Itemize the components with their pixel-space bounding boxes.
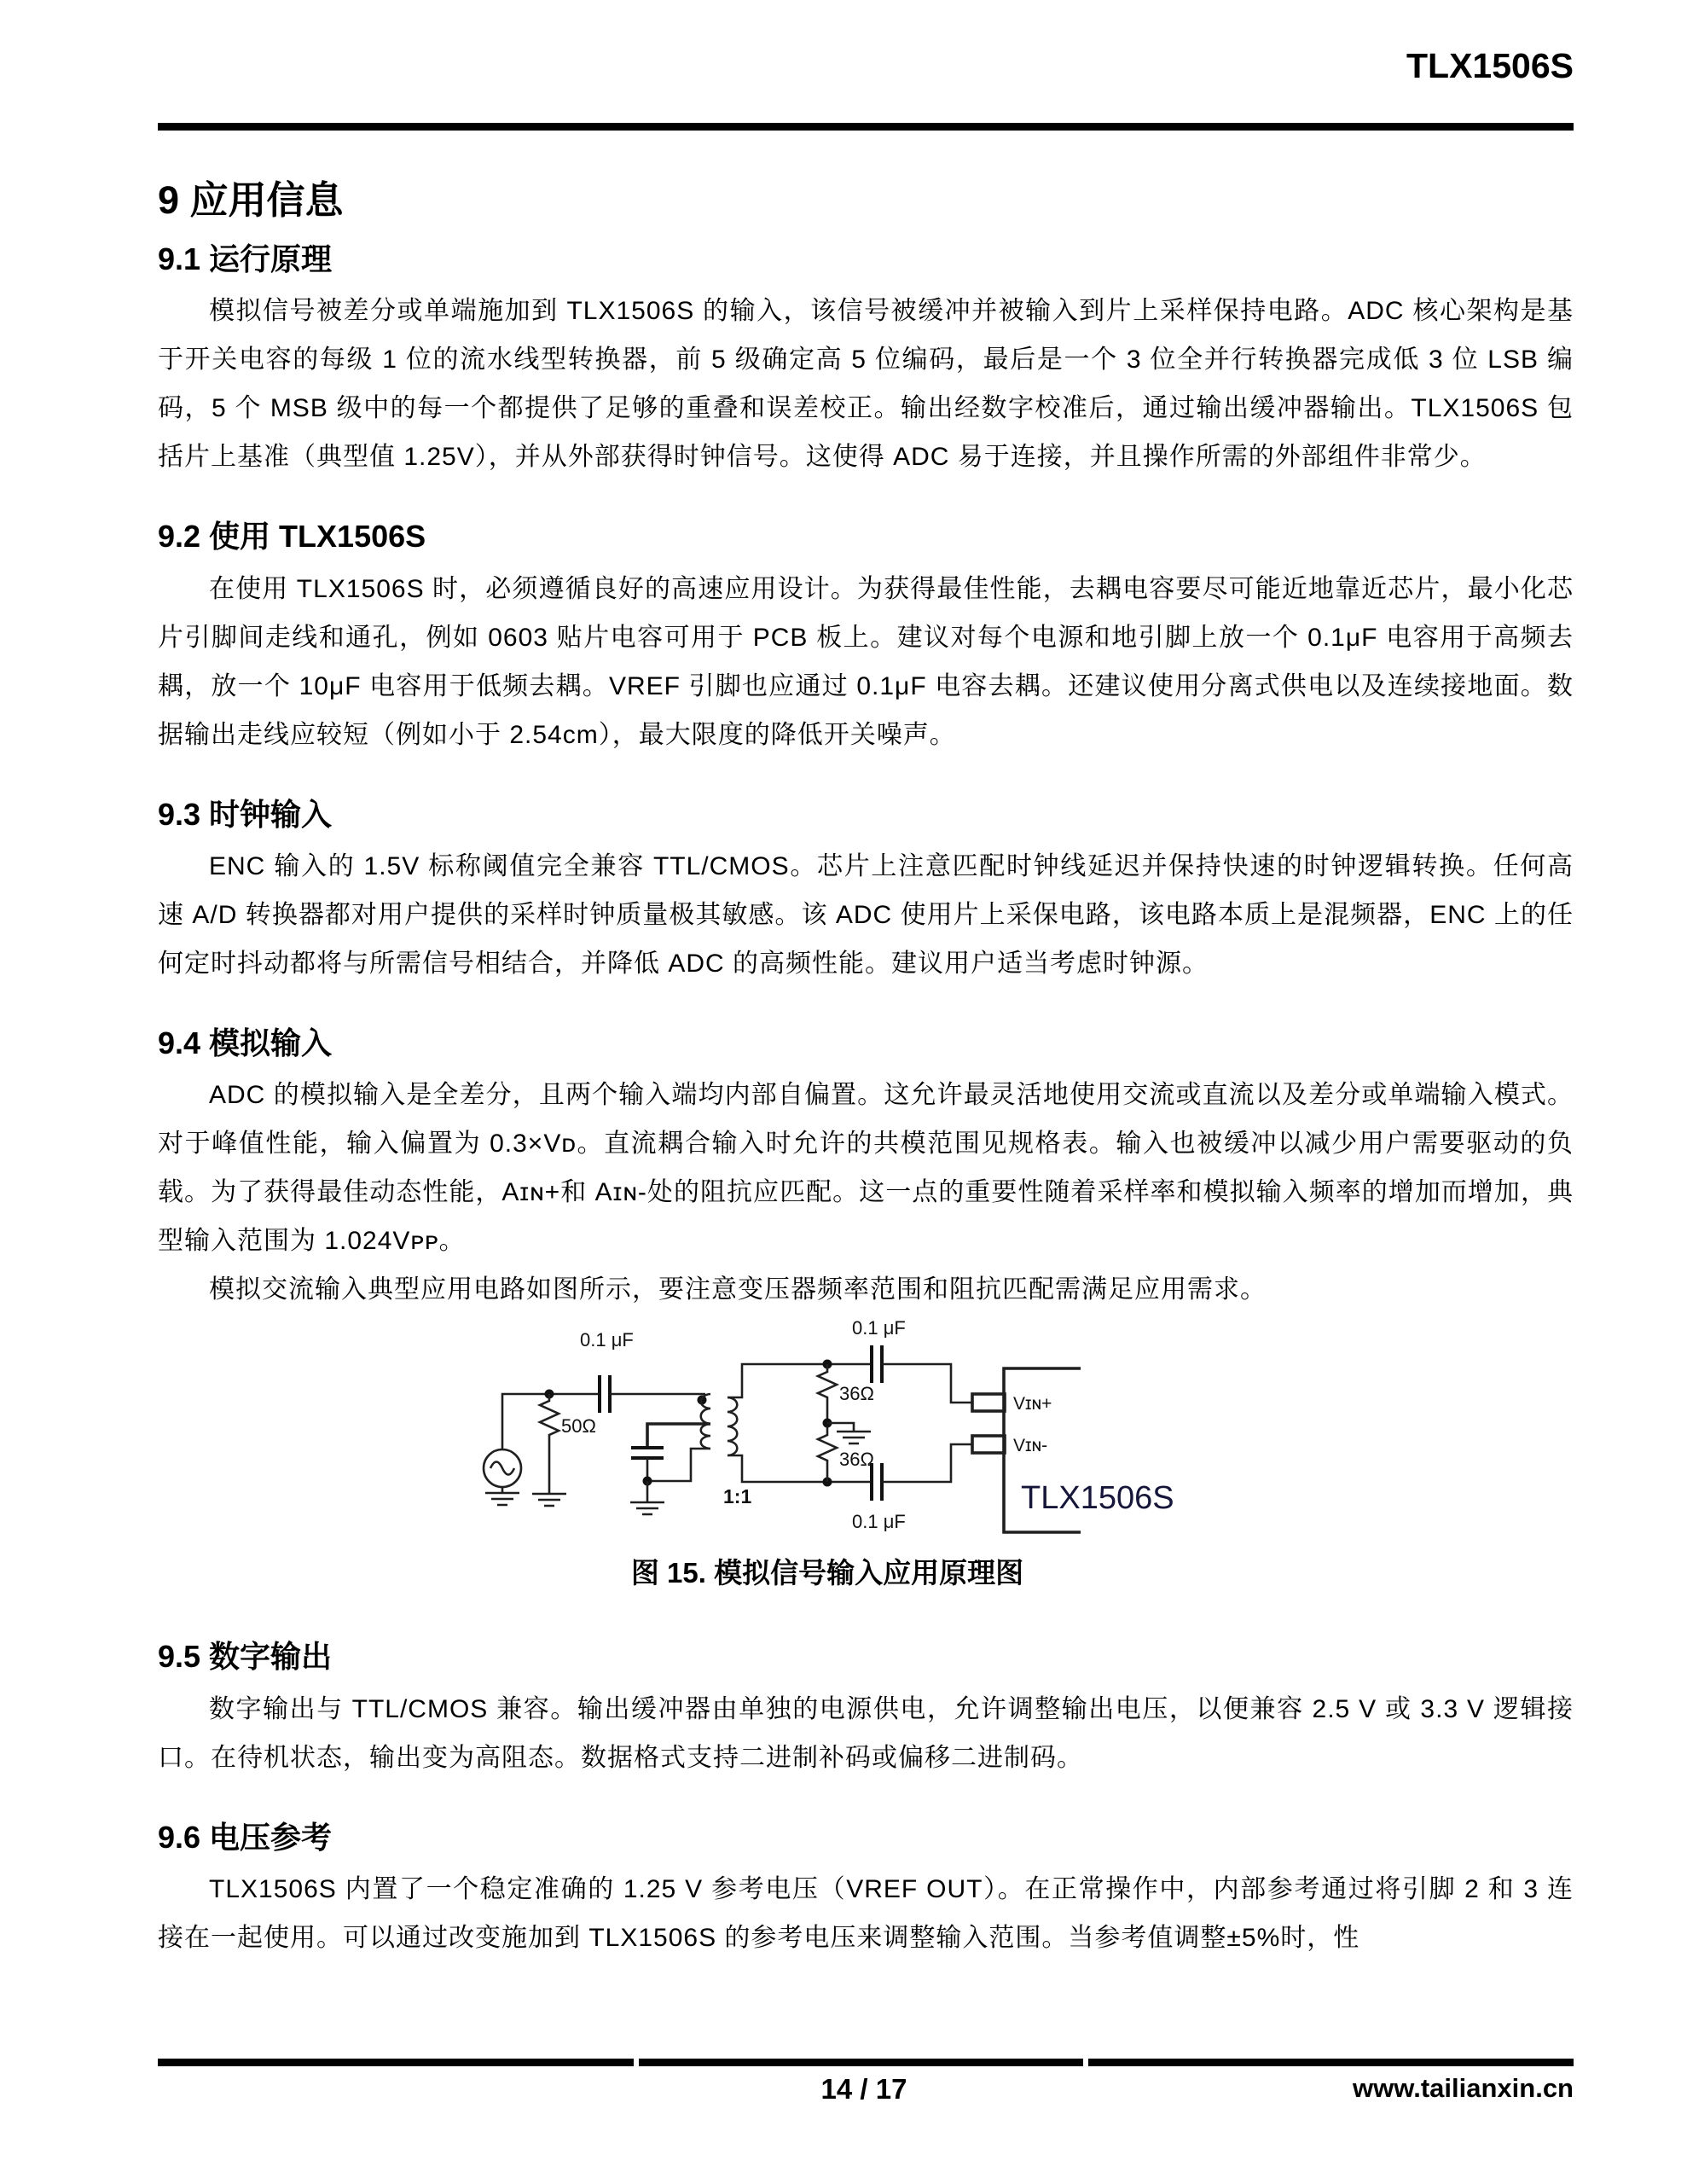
section-9-1-title: 9.1 运行原理	[158, 241, 333, 276]
section-9-title: 9 应用信息	[158, 178, 344, 222]
ac-source-symbol	[484, 1394, 600, 1505]
section-9-3-title: 9.3 时钟输入	[158, 796, 333, 832]
section-9-5-title: 9.5 数字输出	[158, 1639, 333, 1675]
capacitor-input	[580, 1329, 705, 1413]
figure-15-caption: 图 15. 模拟信号输入应用原理图	[630, 1557, 1024, 1589]
section-9-6-paragraph: TLX1506S 内置了一个稳定准确的 1.25 V 参考电压（VREF OUT）。在正常操作中，内部参考通过将引脚 2 和 3 连接在一起使用。可以通过改变施加到 TLX1506S 的参考电压来调整输入范围。当参考值调整±5%时，性	[158, 1875, 1574, 1953]
pin-box-vin-minus	[972, 1436, 1005, 1453]
website-url: www.tailianxin.cn	[1353, 2073, 1574, 2103]
section-9-4-paragraph-1: ADC 的模拟输入是全差分，且两个输入端均内部自偏置。这允许最灵活地使用交流或直流以及差分或单端输入模式。对于峰值性能，输入偏置为 0.3×Vᴅ。直流耦合输入时允许的共模范围见规格表。输入也被缓冲以减少用户需要驱动的负载。为了获得最佳动态性能，Aɪɴ+和 Aɪɴ-处的阻抗应匹配。这一点的重要性随着采样率和模拟输入频率的增加而增加，典型输入范围为 1.024Vᴘᴘ。	[158, 1081, 1574, 1256]
capacitor-top-label: 0.1 μF	[852, 1319, 906, 1339]
section-9-6-title: 9.6 电压参考	[158, 1819, 333, 1855]
chip-name-label: TLX1506S	[1021, 1480, 1174, 1517]
page-content	[158, 0, 1574, 1962]
header-rule	[158, 123, 1574, 131]
capacitor-bottom-label: 0.1 μF	[852, 1511, 906, 1533]
page-footer	[158, 2059, 1574, 2111]
resistor-50ohm-label: 50Ω	[561, 1415, 596, 1438]
section-9-1-paragraph: 模拟信号被差分或单端施加到 TLX1506S 的输入，该信号被缓冲并被输入到片上采样保持电路。ADC 核心架构是基于开关电容的每级 1 位的流水线型转换器，前 5 级确定高 5 位编码，最后是一个 3 位全并行转换器完成低 3 位 LSB 编码，5 个 MSB 级中的每一个都提供了足够的重叠和误差校正。输出经数字校准后，通过输出缓冲器输出。TLX1506S 包括片上基准（典型值 1.25V），并从外部获得时钟信号。这使得 ADC 易于连接，并且操作所需的外部组件非常少。	[158, 297, 1574, 472]
page-number: 14 / 17	[820, 2073, 907, 2105]
section-9-5-paragraph: 数字输出与 TTL/CMOS 兼容。输出缓冲器由单独的电源供电，允许调整输出电压，以便兼容 2.5 V 或 3.3 V 逻辑接口。在待机状态，输出变为高阻态。数据格式支持二进制补码或偏移二进制码。	[158, 1694, 1574, 1772]
pin-box-vin-plus	[972, 1394, 1005, 1411]
section-9-2-paragraph: 在使用 TLX1506S 时，必须遵循良好的高速应用设计。为获得最佳性能，去耦电容要尽可能近地靠近芯片，最小化芯片引脚间走线和通孔，例如 0603 贴片电容可用于 PCB 板上。建议对每个电源和地引脚上放一个 0.1μF 电容用于高频去耦，放一个 10μF 电容用于低频去耦。VREF 引脚也应通过 0.1μF 电容去耦。还建议使用分离式供电以及连续接地面。数据输出走线应较短（例如小于 2.54cm），最大限度的降低开关噪声。	[158, 574, 1574, 749]
secondary-network	[728, 1360, 874, 1487]
pin-vin-minus-label: Vɪɴ-	[1013, 1436, 1048, 1456]
resistor-36ohm-top-label: 36Ω	[839, 1383, 874, 1405]
transformer-ratio-label: 1:1	[723, 1485, 752, 1508]
footer-row	[158, 2073, 1574, 2111]
section-9-4-title: 9.4 模拟输入	[158, 1025, 333, 1060]
footer-rule-segment	[639, 2059, 1083, 2066]
transformer-symbol	[630, 1394, 751, 1514]
section-9-3-paragraph: ENC 输入的 1.5V 标称阈值完全兼容 TTL/CMOS。芯片上注意匹配时钟线延迟并保持快速的时钟逻辑转换。任何高速 A/D 转换器都对用户提供的采样时钟质量极其敏感。该 ADC 使用片上采保电路，该电路本质上是混频器，ENC 上的任何定时抖动都将与所需信号相结合，并降低 ADC 的高频性能。建议用户适当考虑时钟源。	[158, 851, 1574, 978]
pin-vin-plus-label: Vɪɴ+	[1013, 1394, 1052, 1414]
doc-title: TLX1506S	[1406, 46, 1574, 85]
capacitor-input-label: 0.1 μF	[580, 1329, 634, 1351]
resistor-36ohm-top	[818, 1364, 837, 1420]
footer-rule-segment	[158, 2059, 634, 2066]
figure-15-circuit	[461, 1319, 1194, 1591]
resistor-36ohm-bottom	[818, 1426, 837, 1482]
chip-outline	[972, 1368, 1174, 1532]
analog-input-circuit-diagram	[461, 1319, 1194, 1542]
section-9-2-title: 9.2 使用 TLX1506S	[158, 519, 426, 555]
resistor-36ohm-bottom-label: 36Ω	[839, 1449, 874, 1471]
footer-rule	[158, 2059, 1574, 2066]
resistor-50ohm	[532, 1390, 596, 1507]
section-9-4-paragraph-2: 模拟交流输入典型应用电路如图所示，要注意变压器频率范围和阻抗匹配需满足应用需求。	[209, 1275, 1267, 1304]
footer-rule-segment	[1088, 2059, 1574, 2066]
